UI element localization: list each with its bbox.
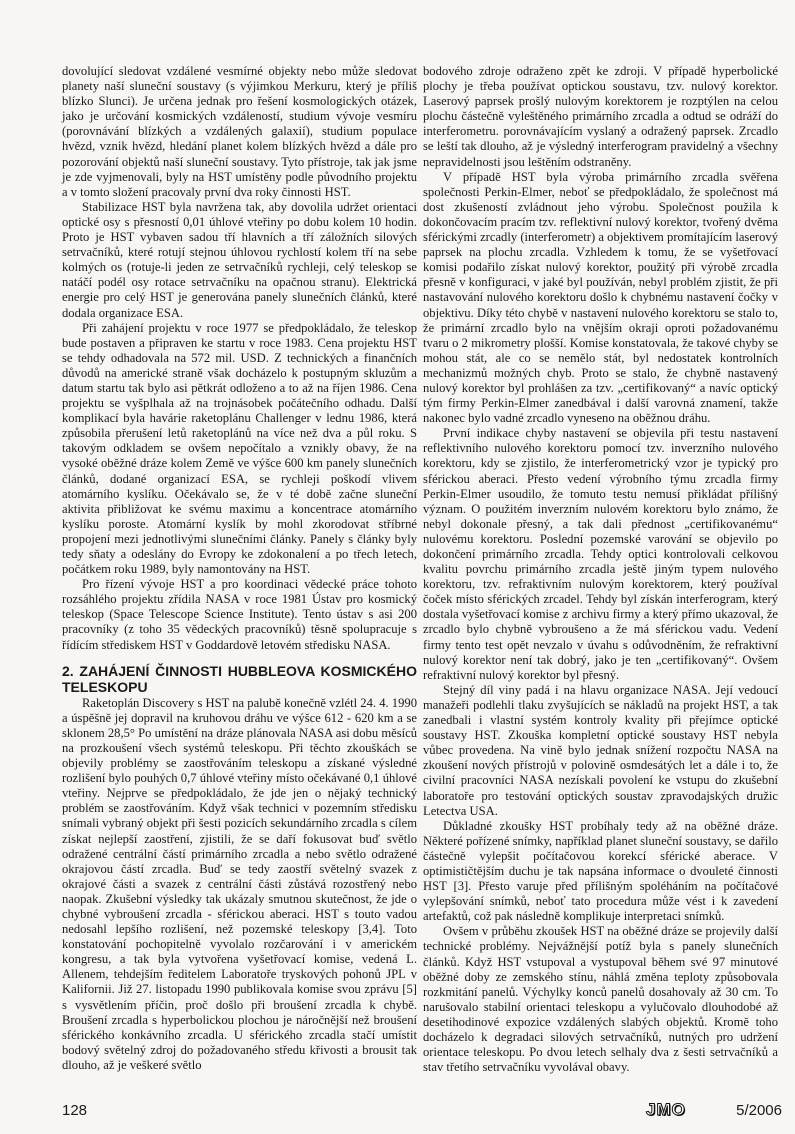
- paragraph: První indikace chyby nastavení se objevila při testu nastavení reflektivního nulového korektoru pomocí tzv. inverzního nulového korektoru, kdy se zjistilo, že interferometrický vzor je typický pro sférickou aberaci. Přesto vedení výrobního týmu zrcadla firmy Perkin-Elmer usoudilo, že tomuto testu nemusí přikládat přílišný význam. O použitém inverzním nulovém korektoru bylo známo, že nebyl dokonale přesný, a tak dali přednost „certifikovanému“ nulovému korektoru. Poslední pozemské varování se objevilo po dokončení primárního zrcadla. Tehdy optici kontrolovali celkovou kvalitu povrchu primárního zrcadla ještě jiným typem nulového korektoru, tzv. refraktivním nulovým korektorem, který používal čoček místo sférických zrcadel. Tehdy byl získán interferogram, který dostala vyšetřovací komise z archivu firmy a který přímo ukazoval, že zrcadlo bylo chybně vybroušeno a že má sférickou vadu. Vedení firmy tento test opět nevzalo v úvahu s odůvodněním, že refraktivní nulový korektor není tak dobrý, jako je ten „certifikovaný“. Ovšem refraktivní nulový korektor byl přesný.: [423, 426, 778, 682]
- journal-logo: JMO: [646, 1100, 686, 1119]
- paragraph: bodového zdroje odraženo zpět ke zdroji. V případě hyperbolické plochy je třeba používat optickou soustavu, tzv. nulový korektor. Laserový paprsek prošlý nulovým korektorem je rozptýlen na celou plochu částečně vyleštěného primárního zrcadla a odtud se odráží do interferometru. porovnávajícím vyslaný a odražený paprsek. Zrcadlo se leští tak dlouho, až je výsledný interferogram pravidelný a všechny nepravidelnosti jsou leštěním odstraněny.: [423, 64, 778, 169]
- left-column: [62, 64, 417, 1073]
- paragraph: Raketoplán Discovery s HST na palubě konečně vzlétl 24. 4. 1990 a úspěšně jej dopravil na kruhovou dráhu ve výšce 612 - 620 km a se sklonem 28,5° Po umístění na dráze plánovala NASA asi dobu měsíců na prozkoušení všech systémů teleskopu. Při těchto zkouškách se objevily problémy se zaostřováním teleskopu a získané výsledné rozlišení bylo pouhých 0,7 úhlové vteřiny místo očekávané 0,1 úhlové vteřiny. Nejprve se předpokládalo, že jde jen o nějaký technický problém se zaostřováním. Když však technici v pozemním středisku snímali vybraný objekt při šesti pozicích sekundárního zrcadla s cílem získat nejlepší zaostření, zjistili, že se daří fokusovat buď světlo odražené centrální částí primárního zrcadla a nebo světlo odražené okrajovou částí zrcadla. Buď se tedy zaostří světelný svazek z okrajové části a svazek z centrální části zůstává rozostřený nebo naopak. Zkušební výsledky tak ukázaly smutnou skutečnost, že jde o chybné vybroušení zrcadla - sférickou aberaci. HST s touto vadou nedosahl lepšího rozlišení, než pozemské teleskopy [3,4]. Toto konstatování pochopitelně vyvolalo rozčarování i v americkém kongresu, a tak byla vytvořena vyšetřovací komise, vedená L. Allenem, tehdejším ředitelem Laboratoře tryskových pohonů JPL v Kalifornii. Již 27. listopadu 1990 publikovala komise svou zprávu [5] s vysvětlením příčin, proč došlo při broušení zrcadla k chybě. Broušení zrcadla s hyperbolickou plochou je náročnější než broušení sférického konkávního zrcadla. U sférického zrcadla stačí umístit bodový světelný zdroj do požadovaného středu křivosti a brousit tak dlouho, až je veškeré světlo: [62, 695, 417, 1072]
- paragraph: Pro řízení vývoje HST a pro koordinaci vědecké práce tohoto rozsáhlého projektu zřídila NASA v roce 1981 Ústav pro kosmický teleskop (Space Telescope Science Institute). Tento ústav s asi 200 pracovníky (z toho 35 vědeckých pracovníků) těsně spolupracuje s řídícím střediskem HST v Goddardově letovém středisku NASA.: [62, 577, 417, 652]
- page-number: 128: [62, 1102, 88, 1119]
- paragraph: V případě HST byla výroba primárního zrcadla svěřena společnosti Perkin-Elmer, neboť se předpokládalo, že společnost má dost zkušeností zvládnout jeho výrobu. Společnost použila k dokončovacím pracím tzv. reflektivní nulový korektor, tvořený dvěma sférickými zrcadly (interferometr) a objektivem promítajícím laserový paprsek na plochu zrcadla. Vzhledem k tomu, že se vyšetřovací komisi podařilo získat nulový korektor, použitý při výrobě zrcadla přesně v konfiguraci, v jaké byl používán, nebyl problém zjistit, že při nastavování nulového korektoru došlo k chybnému nastavení čočky v objektivu. Díky této chybě v nastavení nulového korektoru se stalo to, že primární zrcadlo bylo na vnějším okraji oproti požadovanému tvaru o 2 mikrometry plošší. Komise konstatovala, že takové chyby se mohou stát, ale co se nemělo stát, byl nedostatek kontrolních mechanizmů možných chyb. Proto se stalo, že chybně nastavený nulový korektor byl prohlášen za tzv. „certifikovaný“ a navíc optický tým firmy Perkin-Elmer zanedbával i další varovná znamení, takže nakonec bylo vadné zrcadlo vyneseno na oběžnou dráhu.: [423, 169, 778, 426]
- paragraph: Stabilizace HST byla navržena tak, aby dovolila udržet orientaci optické osy s přesností 0,01 úhlové vteřiny po dobu kolem 10 hodin. Proto je HST vybaven sadou tří hlavních a tří záložních silových setrvačníků, které rotují stejnou úhlovou rychlostí kolem tří na sebe kolmých os (rotuje-li jeden ze setrvačníků rychleji, celý teleskop se natáčí podél osy rotace setrvačníku na opačnou stranu). Elektrická energie pro celý HST je generována panely slunečních článků, které dodala organizace ESA.: [62, 199, 417, 320]
- paragraph: Důkladné zkoušky HST probíhaly tedy až na oběžné dráze. Některé pořízené snímky, například planet sluneční soustavy, se dařilo částečně vylepšit počítačovou korekcí sférické aberace. V optimističtějším duchu je tak napsána informace o dvouleté činnosti HST [3]. Přesto varuje před přílišným spoléháním na počítačové vylepšování snímků, neboť tato procedura může vést i k zavedení artefaktů, což pak následně komplikuje interpretaci snímků.: [423, 818, 778, 924]
- right-column: [423, 64, 778, 1075]
- issue-number: 5/2006: [736, 1102, 782, 1119]
- paragraph: Při zahájení projektu v roce 1977 se předpokládalo, že teleskop bude postaven a připraven ke startu v roce 1983. Cena projektu HST se tehdy odhadovala na 572 mil. USD. Z technických a finančních důvodů na americké straně však docházelo k postupným skluzům a datum startu tak bylo asi pětkrát odloženo a to až na říjen 1986. Cena projektu se vyšplhala až na trojnásobek počátečního odhadu. Další komplikací byla havárie raketoplánu Challenger v lednu 1986, která způsobila přerušení letů raketoplánů na více než dva a půl roku. S takovým odkladem se ovšem nepočítalo a vznikly obavy, že na vysoké oběžné dráze kolem Země ve výšce 600 km panely slunečních článků, dodané organizací ESA, se rychleji poškodí vlivem atomárního kyslíku. Očekávalo se, že v té době začne sluneční aktivita přibližovat ke svému maximu a koncentrace atomárního kyslíku poroste. Atomární kyslík by mohl zkorodovat stříbrné propojení mezi jednotlivými slunečními články. Panely s články byly tedy sňaty a odeslány do Evropy ke zdokonalení a po třech letech, počátkem roku 1989, byly namontovány na HST.: [62, 320, 417, 577]
- section-heading: 2. ZAHÁJENÍ ČINNOSTI HUBBLEOVA KOSMICKÉHO TELESKOPU: [62, 662, 417, 696]
- paragraph: dovolující sledovat vzdálené vesmírné objekty nebo může sledovat planety naší sluneční soustavy (s výjimkou Merkuru, který je příliš blízko Slunci). Je určena jednak pro řešení kosmologických otázek, jako je určování kosmických vzdáleností, studium vývoje vesmíru (porovnávání blízkých a vzdálených galaxií), studium populace hvězd, vznik hvězd, hledání planet kolem blízkých hvězd a dále pro pozorování objektů naší sluneční soustavy. Tyto přístroje, tak jak jsme je zde vyjmenovali, byly na HST umístěny podle původního projektu a v tomto složení pracovaly první dva roky činnosti HST.: [62, 64, 417, 199]
- page-footer: [62, 1098, 782, 1122]
- paragraph: Stejný díl viny padá i na hlavu organizace NASA. Její vedoucí manažeři podlehli tlaku zvyšujících se nákladů na projekt HST, a tak zanedbali i vlastní systém kontroly kvality při přejímce optické soustavy HST. Zkouška kompletní optické soustavy HST nebyla vůbec provedena. Na vině bylo jednak snížení rozpočtu NASA na zkoušení nových přístrojů v polovině osmdesátých let a dále i to, že civilní pracovníci NASA nezískali povolení ke vstupu do zkušební laboratoře pro testování optických soustav zpravodajských družic Letectva USA.: [423, 682, 778, 818]
- paragraph: Ovšem v průběhu zkoušek HST na oběžné dráze se projevily další technické problémy. Nejvážnější potíž byla s panely slunečních článků. Když HST vstupoval a vystupoval během své 97 minutové oběžné doby ze zemského stínu, náhlá změna teploty způsobovala rozkmitání panelů. Výchylky konců panelů dosahovaly až 30 cm. To narušovalo stabilní orientaci teleskopu a vylučovalo dlouhodobé až desetihodinové expozice vzdálených slabých objektů. Kromě toho docházelo k degradaci silových setrvačníků, nutných pro udržení orientace teleskopu. Po dvou letech selhaly dva z šesti setrvačníků a stav třetího setrvačníku vyvolával obavy.: [423, 924, 778, 1075]
